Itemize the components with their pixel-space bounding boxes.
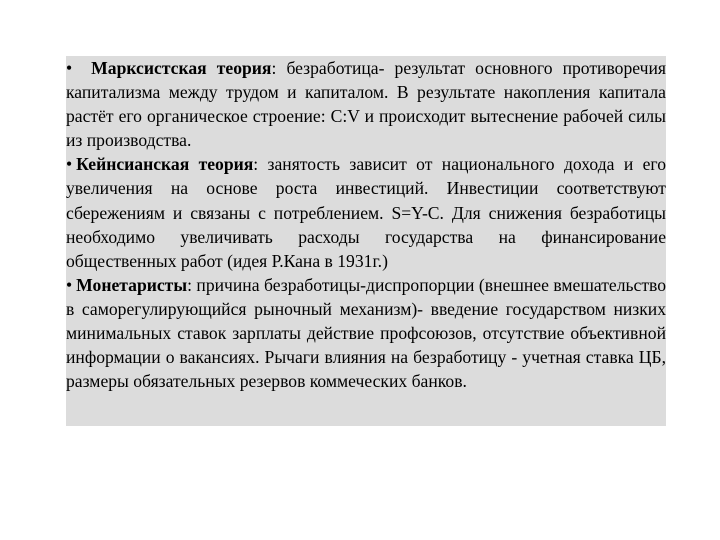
paragraph-text: : причина безработицы-диспропорции (внешнее вмешательство в саморегулирующийся рыночный механизм)- введение государством низких минимальных ставок зарплаты действие профсоюзов, отсутствие объективной информации о вакансиях. Рычаги влияния на безработицу - учетная ставка ЦБ, размеры обязательных резервов коммеческих банков. xyxy=(66,274,666,392)
paragraph-text: : занятость зависит от национального дохода и его увеличения на основе роста инвестиций. Инвестиции соответствуют сбережениям и связаны с потреблением. S=Y-C. Для снижения безработицы необходимо увеличивать расходы государства на финансирование общественных работ (идея Р.Кана в 1931г.) xyxy=(66,154,666,271)
bullet-icon: • xyxy=(66,274,73,295)
term-keynesian-theory: Кейнсианская теория xyxy=(76,154,254,175)
term-marxist-theory: Марксистская теория xyxy=(91,58,272,78)
bullet-icon: • xyxy=(66,58,73,78)
text-block xyxy=(66,56,666,426)
bullet-icon: • xyxy=(66,154,73,175)
paragraph-marxist-theory xyxy=(66,56,666,152)
term-monetarists: Монетаристы xyxy=(76,274,188,295)
paragraph-monetarists xyxy=(66,273,666,393)
paragraph-keynesian-theory xyxy=(66,152,666,272)
paragraph-text: : безработица- результат основного противоречия капитализма между трудом и капиталом. В результате накопления капитала растёт его органическое строение: C:V и происходит вытеснение рабочей силы из производства. xyxy=(66,58,666,151)
